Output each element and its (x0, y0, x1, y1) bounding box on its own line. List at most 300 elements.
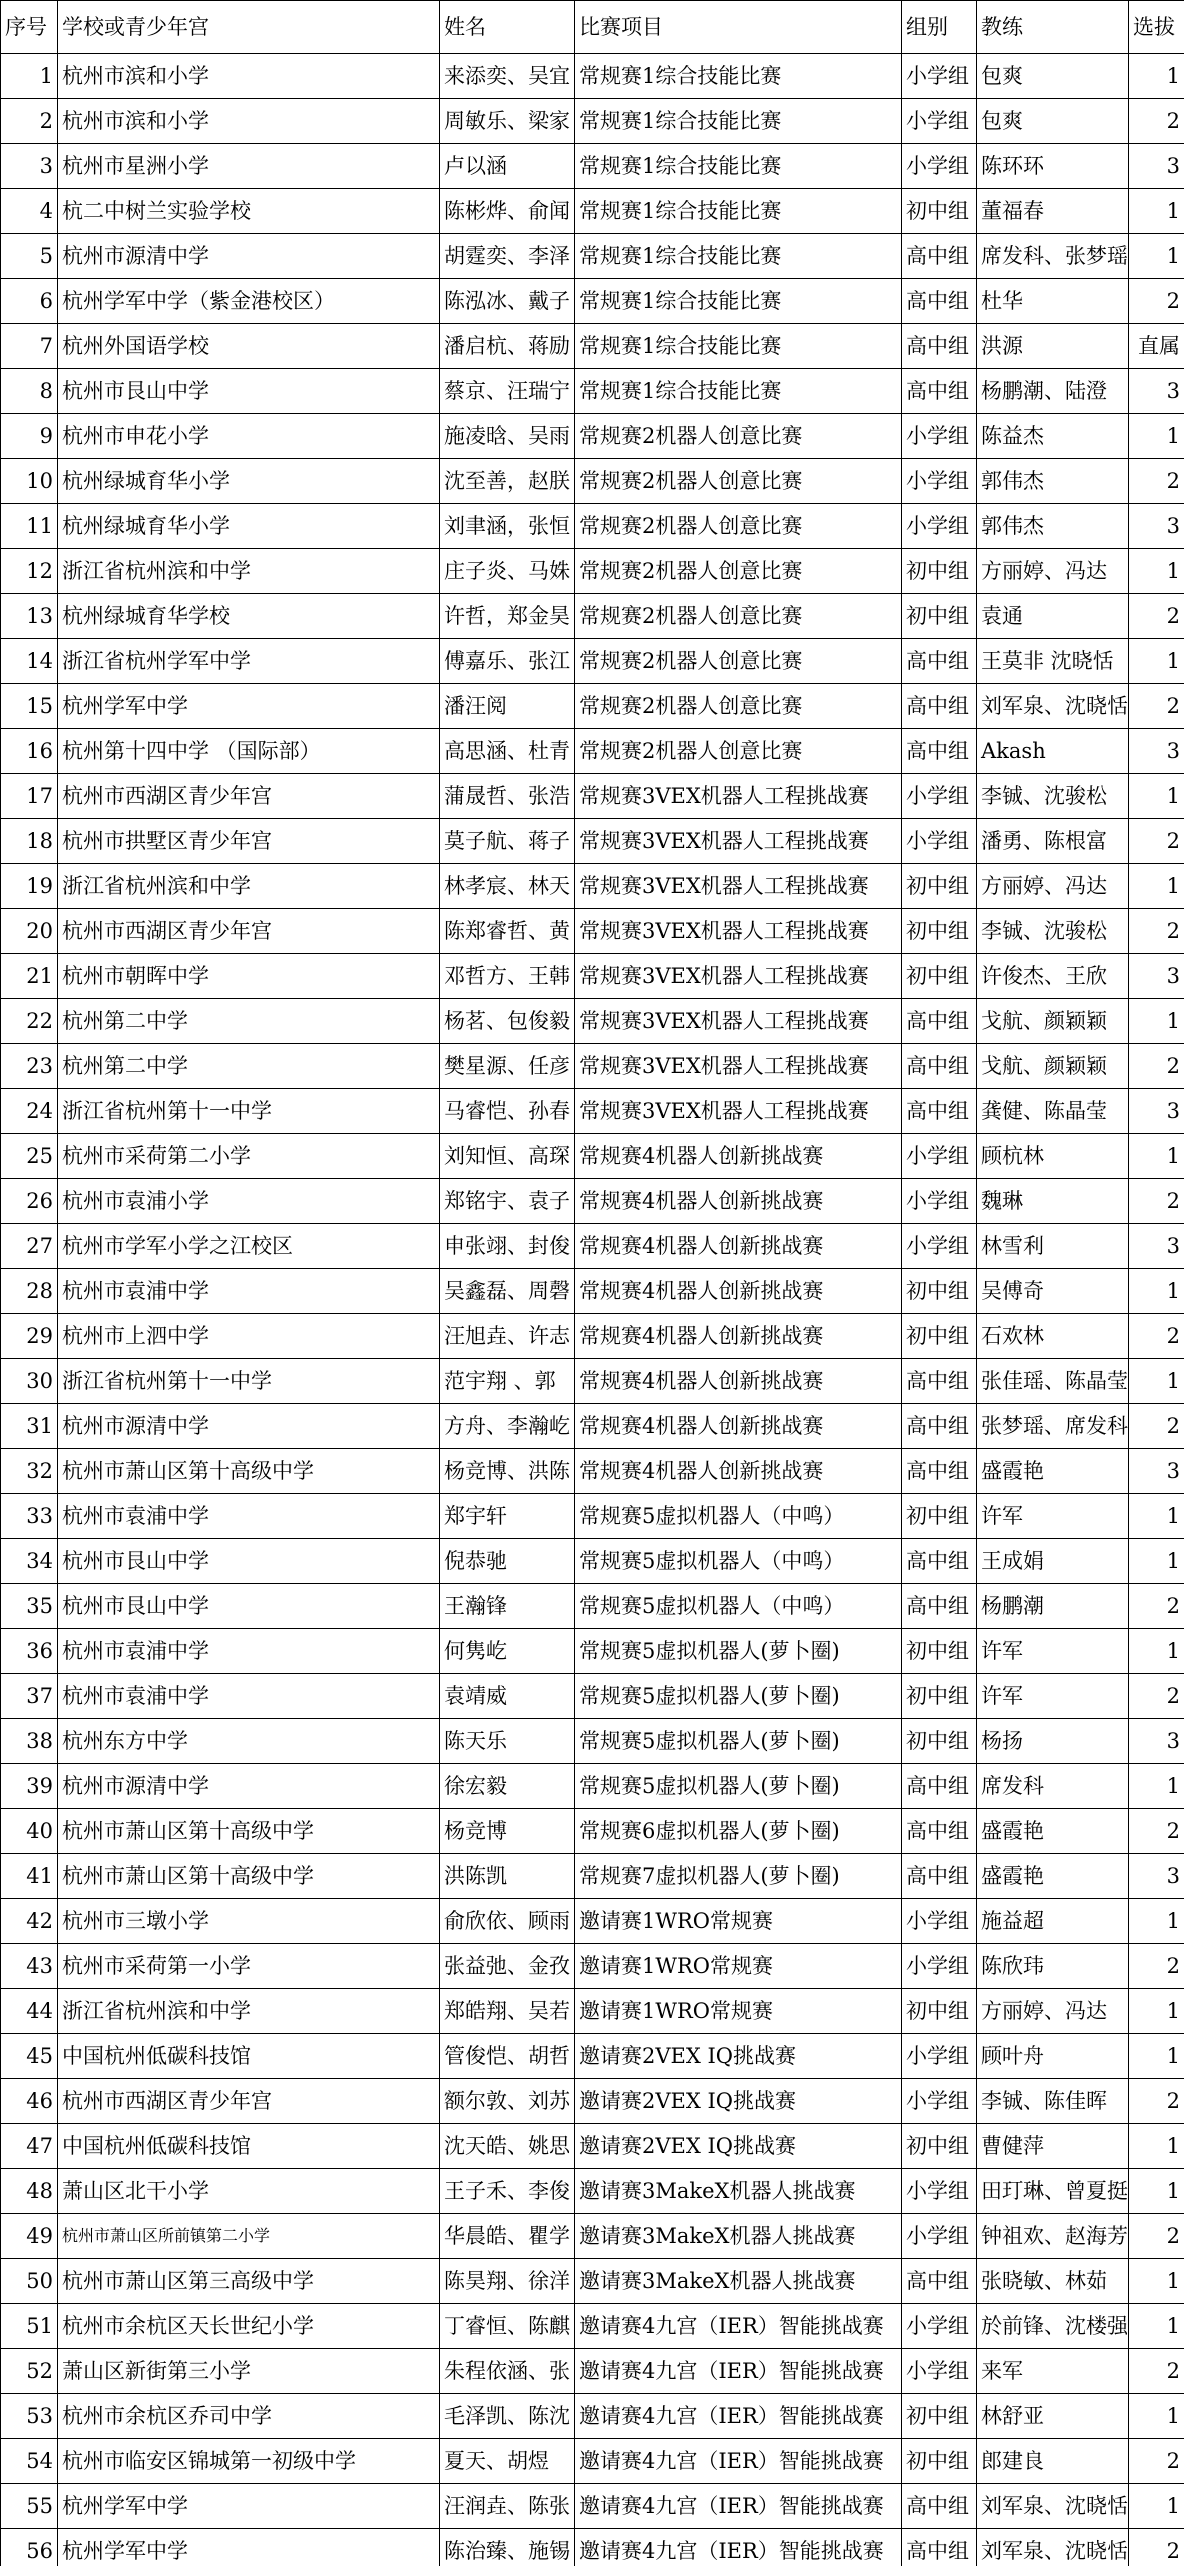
cell-no: 52 (1, 2349, 58, 2394)
table-row (1, 2484, 1184, 2529)
cell-selection: 1 (1129, 774, 1184, 819)
cell-school: 杭州市袁浦中学 (58, 1269, 440, 1314)
cell-school: 杭州市三墩小学 (58, 1899, 440, 1944)
cell-event: 邀请赛4九宫（IER）智能挑战赛 (575, 2439, 902, 2484)
table-row (1, 2034, 1184, 2079)
cell-coach: 洪源 (977, 324, 1129, 369)
table-row (1, 2124, 1184, 2169)
cell-group: 高中组 (902, 684, 977, 729)
cell-group: 高中组 (902, 2529, 977, 2566)
cell-name: 郑宇轩 (440, 1494, 575, 1539)
table-row (1, 2079, 1184, 2124)
cell-event: 常规赛5虚拟机器人（中鸣） (575, 1494, 902, 1539)
cell-group: 初中组 (902, 864, 977, 909)
cell-coach: Akash (977, 729, 1129, 774)
cell-no: 36 (1, 1629, 58, 1674)
table-row (1, 1089, 1184, 1134)
cell-school: 杭州市学军小学之江校区 (58, 1224, 440, 1269)
cell-no: 13 (1, 594, 58, 639)
cell-event: 常规赛4机器人创新挑战赛 (575, 1359, 902, 1404)
cell-no: 45 (1, 2034, 58, 2079)
table-body (1, 54, 1184, 2566)
cell-selection: 3 (1129, 729, 1184, 774)
table-row (1, 1989, 1184, 2034)
cell-selection: 1 (1129, 1269, 1184, 1314)
table-row (1, 504, 1184, 549)
cell-school: 中国杭州低碳科技馆 (58, 2124, 440, 2169)
cell-coach: 曹健萍 (977, 2124, 1129, 2169)
cell-group: 高中组 (902, 234, 977, 279)
cell-group: 高中组 (902, 1584, 977, 1629)
cell-coach: 王莫非 沈晓恬 (977, 639, 1129, 684)
cell-name: 何隽屹 (440, 1629, 575, 1674)
cell-coach: 杨扬 (977, 1719, 1129, 1764)
cell-coach: 许军 (977, 1629, 1129, 1674)
table-row (1, 2169, 1184, 2214)
cell-group: 高中组 (902, 279, 977, 324)
table-row (1, 954, 1184, 999)
cell-event: 常规赛4机器人创新挑战赛 (575, 1179, 902, 1224)
cell-group: 小学组 (902, 1134, 977, 1179)
cell-event: 常规赛5虚拟机器人(萝卜圈) (575, 1674, 902, 1719)
cell-no: 17 (1, 774, 58, 819)
cell-coach: 於前锋、沈楼强 (977, 2304, 1129, 2349)
cell-event: 常规赛2机器人创意比赛 (575, 504, 902, 549)
cell-selection: 2 (1129, 1179, 1184, 1224)
cell-no: 2 (1, 99, 58, 144)
cell-event: 常规赛2机器人创意比赛 (575, 684, 902, 729)
cell-selection: 1 (1129, 864, 1184, 909)
cell-coach: 来军 (977, 2349, 1129, 2394)
cell-event: 常规赛3VEX机器人工程挑战赛 (575, 774, 902, 819)
cell-coach: 李铖、陈佳晖 (977, 2079, 1129, 2124)
cell-no: 19 (1, 864, 58, 909)
cell-group: 初中组 (902, 954, 977, 999)
cell-event: 常规赛1综合技能比赛 (575, 279, 902, 324)
cell-event: 常规赛5虚拟机器人(萝卜圈) (575, 1719, 902, 1764)
cell-school: 杭州市申花小学 (58, 414, 440, 459)
table-row (1, 909, 1184, 954)
cell-coach: 盛霞艳 (977, 1809, 1129, 1854)
cell-school: 萧山区新街第三小学 (58, 2349, 440, 2394)
cell-selection: 1 (1129, 2169, 1184, 2214)
header-selection: 选拔 (1129, 1, 1184, 54)
cell-group: 小学组 (902, 1899, 977, 1944)
table-row (1, 2304, 1184, 2349)
table-row (1, 99, 1184, 144)
cell-event: 邀请赛3MakeX机器人挑战赛 (575, 2214, 902, 2259)
cell-name: 刘知恒、高琛 (440, 1134, 575, 1179)
table-row (1, 639, 1184, 684)
cell-group: 初中组 (902, 2124, 977, 2169)
cell-no: 29 (1, 1314, 58, 1359)
cell-name: 施凌晗、吴雨 (440, 414, 575, 459)
table-row (1, 414, 1184, 459)
cell-group: 高中组 (902, 2484, 977, 2529)
cell-school: 杭州市源清中学 (58, 234, 440, 279)
cell-name: 倪恭驰 (440, 1539, 575, 1584)
cell-no: 35 (1, 1584, 58, 1629)
cell-selection: 3 (1129, 144, 1184, 189)
cell-name: 丁睿恒、陈麒 (440, 2304, 575, 2349)
cell-name: 陈治臻、施锡 (440, 2529, 575, 2566)
cell-event: 邀请赛2VEX IQ挑战赛 (575, 2079, 902, 2124)
cell-no: 8 (1, 369, 58, 414)
cell-no: 3 (1, 144, 58, 189)
cell-group: 初中组 (902, 1989, 977, 2034)
cell-coach: 戈航、颜颖颖 (977, 1044, 1129, 1089)
cell-no: 41 (1, 1854, 58, 1899)
cell-group: 小学组 (902, 2079, 977, 2124)
cell-name: 陈天乐 (440, 1719, 575, 1764)
header-no: 序号 (1, 1, 58, 54)
table-row (1, 1899, 1184, 1944)
cell-group: 高中组 (902, 1044, 977, 1089)
cell-event: 常规赛3VEX机器人工程挑战赛 (575, 1044, 902, 1089)
cell-selection: 3 (1129, 1224, 1184, 1269)
cell-coach: 盛霞艳 (977, 1449, 1129, 1494)
table-row (1, 189, 1184, 234)
cell-name: 汪旭垚、许志 (440, 1314, 575, 1359)
cell-group: 小学组 (902, 2034, 977, 2079)
cell-school: 杭州绿城育华小学 (58, 504, 440, 549)
cell-no: 50 (1, 2259, 58, 2304)
cell-event: 常规赛2机器人创意比赛 (575, 459, 902, 504)
cell-coach: 袁通 (977, 594, 1129, 639)
cell-event: 常规赛5虚拟机器人(萝卜圈) (575, 1629, 902, 1674)
table-row (1, 324, 1184, 369)
cell-event: 常规赛5虚拟机器人（中鸣） (575, 1584, 902, 1629)
cell-no: 14 (1, 639, 58, 684)
cell-no: 55 (1, 2484, 58, 2529)
cell-event: 常规赛2机器人创意比赛 (575, 594, 902, 639)
cell-selection: 1 (1129, 414, 1184, 459)
cell-no: 34 (1, 1539, 58, 1584)
table-row (1, 1449, 1184, 1494)
cell-no: 32 (1, 1449, 58, 1494)
cell-selection: 3 (1129, 1719, 1184, 1764)
cell-selection: 2 (1129, 2349, 1184, 2394)
cell-selection: 1 (1129, 549, 1184, 594)
cell-school: 杭州市源清中学 (58, 1404, 440, 1449)
cell-name: 郑铭宇、袁子 (440, 1179, 575, 1224)
table-row (1, 459, 1184, 504)
cell-no: 5 (1, 234, 58, 279)
cell-no: 21 (1, 954, 58, 999)
cell-group: 高中组 (902, 1539, 977, 1584)
cell-name: 方舟、李瀚屹 (440, 1404, 575, 1449)
table-row (1, 54, 1184, 99)
cell-school: 杭州市西湖区青少年宫 (58, 774, 440, 819)
cell-event: 常规赛1综合技能比赛 (575, 189, 902, 234)
cell-no: 23 (1, 1044, 58, 1089)
cell-group: 高中组 (902, 1359, 977, 1404)
cell-coach: 郭伟杰 (977, 459, 1129, 504)
cell-name: 吴鑫磊、周磬 (440, 1269, 575, 1314)
cell-selection: 1 (1129, 1134, 1184, 1179)
cell-selection: 1 (1129, 999, 1184, 1044)
cell-selection: 3 (1129, 1854, 1184, 1899)
cell-no: 39 (1, 1764, 58, 1809)
cell-no: 16 (1, 729, 58, 774)
cell-event: 常规赛2机器人创意比赛 (575, 639, 902, 684)
cell-school: 中国杭州低碳科技馆 (58, 2034, 440, 2079)
cell-name: 夏天、胡煜 (440, 2439, 575, 2484)
cell-school: 杭州市袁浦小学 (58, 1179, 440, 1224)
cell-event: 邀请赛4九宫（IER）智能挑战赛 (575, 2349, 902, 2394)
cell-coach: 许军 (977, 1494, 1129, 1539)
cell-no: 4 (1, 189, 58, 234)
cell-no: 56 (1, 2529, 58, 2566)
cell-event: 常规赛5虚拟机器人（中鸣） (575, 1539, 902, 1584)
cell-coach: 顾叶舟 (977, 2034, 1129, 2079)
cell-name: 许哲，郑金昊 (440, 594, 575, 639)
table-row (1, 1764, 1184, 1809)
cell-no: 49 (1, 2214, 58, 2259)
cell-group: 小学组 (902, 2214, 977, 2259)
cell-school: 浙江省杭州滨和中学 (58, 864, 440, 909)
cell-coach: 张晓敏、林茹 (977, 2259, 1129, 2304)
cell-name: 王瀚锋 (440, 1584, 575, 1629)
cell-group: 小学组 (902, 1179, 977, 1224)
cell-event: 邀请赛1WRO常规赛 (575, 1989, 902, 2034)
cell-selection: 1 (1129, 2124, 1184, 2169)
cell-selection: 2 (1129, 684, 1184, 729)
cell-event: 常规赛4机器人创新挑战赛 (575, 1134, 902, 1179)
table-row (1, 369, 1184, 414)
cell-school: 杭州市艮山中学 (58, 369, 440, 414)
cell-no: 10 (1, 459, 58, 504)
cell-event: 邀请赛4九宫（IER）智能挑战赛 (575, 2394, 902, 2439)
cell-name: 范宇翔 、郭 (440, 1359, 575, 1404)
cell-selection: 2 (1129, 819, 1184, 864)
table-row (1, 1674, 1184, 1719)
cell-name: 林孝宸、林天 (440, 864, 575, 909)
cell-event: 常规赛1综合技能比赛 (575, 324, 902, 369)
cell-no: 40 (1, 1809, 58, 1854)
cell-coach: 刘军泉、沈晓恬 (977, 2484, 1129, 2529)
header-school: 学校或青少年宫 (58, 1, 440, 54)
cell-selection: 3 (1129, 1089, 1184, 1134)
cell-no: 24 (1, 1089, 58, 1134)
cell-group: 小学组 (902, 99, 977, 144)
cell-coach: 李铖、沈骏松 (977, 774, 1129, 819)
cell-school: 杭州东方中学 (58, 1719, 440, 1764)
cell-group: 小学组 (902, 144, 977, 189)
cell-group: 初中组 (902, 594, 977, 639)
cell-event: 常规赛4机器人创新挑战赛 (575, 1224, 902, 1269)
table-row (1, 1584, 1184, 1629)
cell-name: 额尔敦、刘苏 (440, 2079, 575, 2124)
cell-coach: 林舒亚 (977, 2394, 1129, 2439)
cell-event: 邀请赛4九宫（IER）智能挑战赛 (575, 2529, 902, 2566)
cell-coach: 刘军泉、沈晓恬 (977, 684, 1129, 729)
cell-name: 洪陈凯 (440, 1854, 575, 1899)
cell-group: 小学组 (902, 54, 977, 99)
cell-no: 53 (1, 2394, 58, 2439)
table-row (1, 1494, 1184, 1539)
cell-school: 杭州市西湖区青少年宫 (58, 909, 440, 954)
cell-event: 常规赛3VEX机器人工程挑战赛 (575, 954, 902, 999)
cell-no: 9 (1, 414, 58, 459)
cell-selection: 1 (1129, 1899, 1184, 1944)
table-row (1, 1134, 1184, 1179)
cell-event: 常规赛2机器人创意比赛 (575, 729, 902, 774)
cell-name: 杨茗、包俊毅 (440, 999, 575, 1044)
table-row (1, 1269, 1184, 1314)
cell-school: 杭州市临安区锦城第一初级中学 (58, 2439, 440, 2484)
cell-coach: 龚健、陈晶莹 (977, 1089, 1129, 1134)
cell-event: 常规赛3VEX机器人工程挑战赛 (575, 1089, 902, 1134)
cell-school: 杭州市西湖区青少年宫 (58, 2079, 440, 2124)
table-row (1, 2259, 1184, 2304)
cell-coach: 杨鹏潮、陆澄 (977, 369, 1129, 414)
cell-selection: 2 (1129, 1584, 1184, 1629)
cell-name: 樊星源、任彦 (440, 1044, 575, 1089)
cell-coach: 王成娟 (977, 1539, 1129, 1584)
cell-selection: 1 (1129, 54, 1184, 99)
cell-selection: 2 (1129, 1314, 1184, 1359)
cell-name: 杨竞博 (440, 1809, 575, 1854)
cell-no: 22 (1, 999, 58, 1044)
cell-coach: 席发科、张梦瑶 (977, 234, 1129, 279)
cell-no: 1 (1, 54, 58, 99)
cell-coach: 李铖、沈骏松 (977, 909, 1129, 954)
table-row (1, 1854, 1184, 1899)
cell-no: 33 (1, 1494, 58, 1539)
cell-group: 小学组 (902, 1224, 977, 1269)
cell-selection: 2 (1129, 909, 1184, 954)
cell-coach: 包爽 (977, 54, 1129, 99)
cell-event: 邀请赛3MakeX机器人挑战赛 (575, 2259, 902, 2304)
cell-selection: 1 (1129, 639, 1184, 684)
cell-event: 常规赛1综合技能比赛 (575, 369, 902, 414)
cell-event: 邀请赛2VEX IQ挑战赛 (575, 2124, 902, 2169)
cell-school: 浙江省杭州滨和中学 (58, 1989, 440, 2034)
cell-group: 小学组 (902, 2349, 977, 2394)
cell-school: 杭州市袁浦中学 (58, 1629, 440, 1674)
cell-selection: 1 (1129, 2259, 1184, 2304)
cell-event: 邀请赛2VEX IQ挑战赛 (575, 2034, 902, 2079)
cell-selection: 2 (1129, 2529, 1184, 2566)
cell-name: 沈天皓、姚思 (440, 2124, 575, 2169)
table-row (1, 1359, 1184, 1404)
cell-group: 初中组 (902, 1494, 977, 1539)
cell-school: 杭州第二中学 (58, 1044, 440, 1089)
table-row (1, 2349, 1184, 2394)
cell-selection: 2 (1129, 2439, 1184, 2484)
cell-school: 杭州市萧山区第十高级中学 (58, 1854, 440, 1899)
cell-no: 38 (1, 1719, 58, 1764)
cell-no: 43 (1, 1944, 58, 1989)
cell-no: 46 (1, 2079, 58, 2124)
cell-group: 高中组 (902, 324, 977, 369)
cell-school: 杭州市艮山中学 (58, 1584, 440, 1629)
cell-event: 常规赛2机器人创意比赛 (575, 549, 902, 594)
cell-coach: 郭伟杰 (977, 504, 1129, 549)
cell-coach: 许军 (977, 1674, 1129, 1719)
cell-event: 邀请赛3MakeX机器人挑战赛 (575, 2169, 902, 2214)
header-group: 组别 (902, 1, 977, 54)
table-row (1, 864, 1184, 909)
cell-no: 47 (1, 2124, 58, 2169)
cell-group: 高中组 (902, 1854, 977, 1899)
cell-coach: 许俊杰、王欣 (977, 954, 1129, 999)
cell-school: 杭州市滨和小学 (58, 99, 440, 144)
cell-no: 7 (1, 324, 58, 369)
cell-group: 高中组 (902, 369, 977, 414)
table-row (1, 1314, 1184, 1359)
cell-coach: 席发科 (977, 1764, 1129, 1809)
cell-name: 庄子炎、马姝 (440, 549, 575, 594)
cell-selection: 1 (1129, 1989, 1184, 2034)
cell-event: 邀请赛1WRO常规赛 (575, 1899, 902, 1944)
cell-group: 高中组 (902, 1809, 977, 1854)
cell-no: 26 (1, 1179, 58, 1224)
cell-group: 初中组 (902, 189, 977, 234)
cell-event: 常规赛1综合技能比赛 (575, 99, 902, 144)
cell-no: 18 (1, 819, 58, 864)
cell-coach: 方丽婷、冯达 (977, 549, 1129, 594)
cell-name: 高思涵、杜青 (440, 729, 575, 774)
table-row (1, 819, 1184, 864)
cell-school: 杭州第十四中学 （国际部） (58, 729, 440, 774)
table-row (1, 1719, 1184, 1764)
cell-name: 郑皓翔、吴若 (440, 1989, 575, 2034)
cell-no: 37 (1, 1674, 58, 1719)
header-event: 比赛项目 (575, 1, 902, 54)
table-row (1, 2529, 1184, 2566)
cell-school: 杭州市朝晖中学 (58, 954, 440, 999)
cell-selection: 1 (1129, 1494, 1184, 1539)
cell-coach: 郎建良 (977, 2439, 1129, 2484)
cell-coach: 陈环环 (977, 144, 1129, 189)
cell-school: 杭州市萧山区第十高级中学 (58, 1809, 440, 1854)
cell-event: 常规赛1综合技能比赛 (575, 144, 902, 189)
cell-coach: 盛霞艳 (977, 1854, 1129, 1899)
table-row (1, 2214, 1184, 2259)
cell-school: 杭州市采荷第一小学 (58, 1944, 440, 1989)
cell-event: 常规赛4机器人创新挑战赛 (575, 1404, 902, 1449)
cell-selection: 1 (1129, 2484, 1184, 2529)
cell-selection: 1 (1129, 2034, 1184, 2079)
cell-coach: 钟祖欢、赵海芳 (977, 2214, 1129, 2259)
cell-selection: 2 (1129, 1404, 1184, 1449)
cell-selection: 3 (1129, 369, 1184, 414)
cell-coach: 戈航、颜颖颖 (977, 999, 1129, 1044)
cell-coach: 魏琳 (977, 1179, 1129, 1224)
cell-school: 杭州学军中学（紫金港校区） (58, 279, 440, 324)
cell-school: 杭州市袁浦中学 (58, 1674, 440, 1719)
cell-name: 陈彬烨、俞闻 (440, 189, 575, 234)
cell-school: 杭州绿城育华学校 (58, 594, 440, 639)
cell-coach: 方丽婷、冯达 (977, 1989, 1129, 2034)
cell-coach: 顾杭林 (977, 1134, 1129, 1179)
cell-school: 浙江省杭州滨和中学 (58, 549, 440, 594)
cell-school: 杭州市萧山区第十高级中学 (58, 1449, 440, 1494)
cell-name: 申张翊、封俊 (440, 1224, 575, 1269)
cell-event: 常规赛4机器人创新挑战赛 (575, 1269, 902, 1314)
cell-group: 初中组 (902, 1629, 977, 1674)
table-row (1, 1809, 1184, 1854)
cell-school: 杭州市艮山中学 (58, 1539, 440, 1584)
cell-coach: 张佳瑶、陈晶莹 (977, 1359, 1129, 1404)
cell-event: 常规赛4机器人创新挑战赛 (575, 1314, 902, 1359)
cell-coach: 包爽 (977, 99, 1129, 144)
cell-no: 6 (1, 279, 58, 324)
cell-name: 卢以涵 (440, 144, 575, 189)
cell-event: 常规赛3VEX机器人工程挑战赛 (575, 909, 902, 954)
